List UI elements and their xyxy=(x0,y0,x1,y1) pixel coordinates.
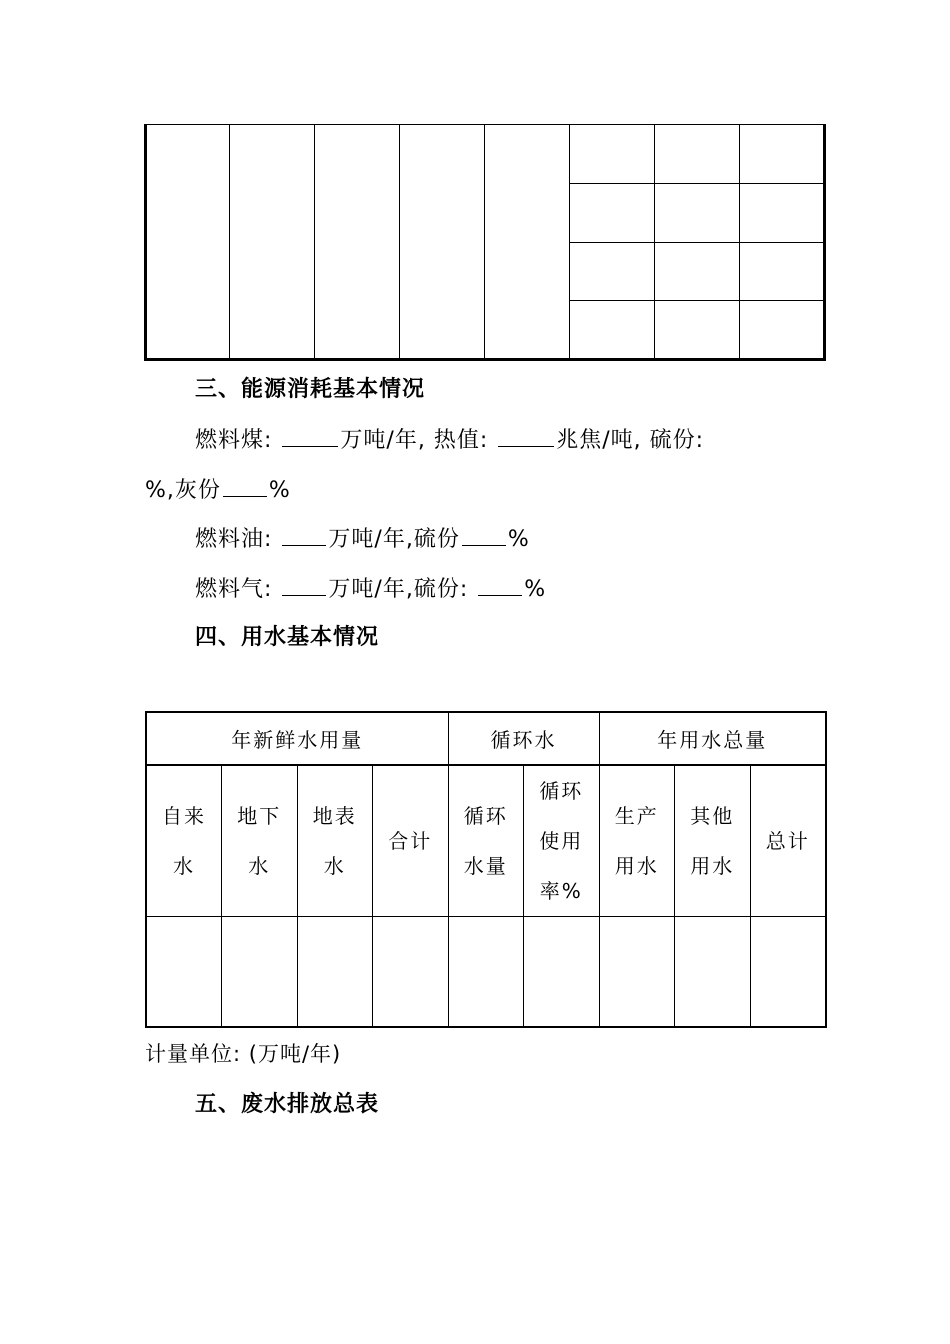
coal-label: 燃料煤: xyxy=(195,428,273,453)
group-fresh-water: 年新鲜水用量 xyxy=(146,712,448,765)
top-table-hline xyxy=(569,242,825,243)
coal-heat-label: 热值: xyxy=(433,428,489,453)
col-surface-water: 地表水 xyxy=(297,765,373,917)
oil-unit: 万吨/年, xyxy=(328,527,414,552)
col-circulating-rate: 循环使用率% xyxy=(524,765,600,917)
top-table-hline xyxy=(569,183,825,184)
group-total-water: 年用水总量 xyxy=(599,712,826,765)
oil-sulfur-label: 硫份 xyxy=(413,527,460,552)
section5-title: 五、废水排放总表 xyxy=(195,1092,380,1117)
coal-heat-unit: 兆焦/吨, xyxy=(556,428,642,453)
top-table-vline xyxy=(314,124,315,360)
cell-circulating-volume-value[interactable] xyxy=(448,917,524,1027)
col-circulating-volume: 循环水量 xyxy=(448,765,524,917)
cell-surface-water-value[interactable] xyxy=(297,917,373,1027)
gas-line xyxy=(195,575,546,603)
top-table-vline xyxy=(484,124,485,360)
oil-amount-field[interactable] xyxy=(282,525,326,546)
coal-sulfur-pct: %, xyxy=(145,478,175,503)
oil-pct: % xyxy=(507,527,530,552)
coal-line-2 xyxy=(145,476,291,504)
col-subtotal: 合计 xyxy=(373,765,449,917)
unit-note: 计量单位: (万吨/年) xyxy=(145,1042,342,1066)
top-table-bottom-border xyxy=(144,358,826,361)
coal-ash-pct: % xyxy=(268,478,291,503)
col-production-water: 生产用水 xyxy=(599,765,675,917)
section4-title: 四、用水基本情况 xyxy=(195,625,380,650)
gas-sulfur-label: 硫份: xyxy=(413,577,469,602)
col-tap-water: 自来水 xyxy=(146,765,222,917)
coal-sulfur-label: 硫份: xyxy=(649,428,705,453)
cell-tap-water-value[interactable] xyxy=(146,917,222,1027)
gas-unit: 万吨/年, xyxy=(328,577,414,602)
gas-label: 燃料气: xyxy=(195,577,273,602)
coal-heat-field[interactable] xyxy=(498,426,554,447)
gas-sulfur-field[interactable] xyxy=(478,575,522,596)
col-other-water: 其他用水 xyxy=(675,765,751,917)
coal-amount-field[interactable] xyxy=(282,426,338,447)
group-circulating-water: 循环水 xyxy=(448,712,599,765)
cell-subtotal-value[interactable] xyxy=(373,917,449,1027)
top-table-vline xyxy=(229,124,230,360)
cell-groundwater-value[interactable] xyxy=(222,917,298,1027)
water-usage-table xyxy=(145,711,827,1028)
cell-grand-total-value[interactable] xyxy=(750,917,826,1027)
col-grand-total: 总计 xyxy=(750,765,826,917)
gas-pct: % xyxy=(524,577,547,602)
oil-sulfur-field[interactable] xyxy=(462,525,506,546)
cell-production-water-value[interactable] xyxy=(599,917,675,1027)
oil-label: 燃料油: xyxy=(195,527,273,552)
coal-unit: 万吨/年, xyxy=(340,428,426,453)
cell-other-water-value[interactable] xyxy=(675,917,751,1027)
col-groundwater: 地下水 xyxy=(222,765,298,917)
gas-amount-field[interactable] xyxy=(282,575,326,596)
top-table-left-border xyxy=(144,124,147,361)
section3-title: 三、能源消耗基本情况 xyxy=(195,377,426,402)
coal-ash-label: 灰份 xyxy=(174,478,221,503)
top-table-vline xyxy=(399,124,400,360)
top-table-hline xyxy=(569,300,825,301)
oil-line xyxy=(195,525,530,553)
cell-circulating-rate-value[interactable] xyxy=(524,917,600,1027)
coal-line xyxy=(195,426,704,454)
coal-ash-field[interactable] xyxy=(223,476,267,497)
top-table-top-border xyxy=(144,124,826,125)
